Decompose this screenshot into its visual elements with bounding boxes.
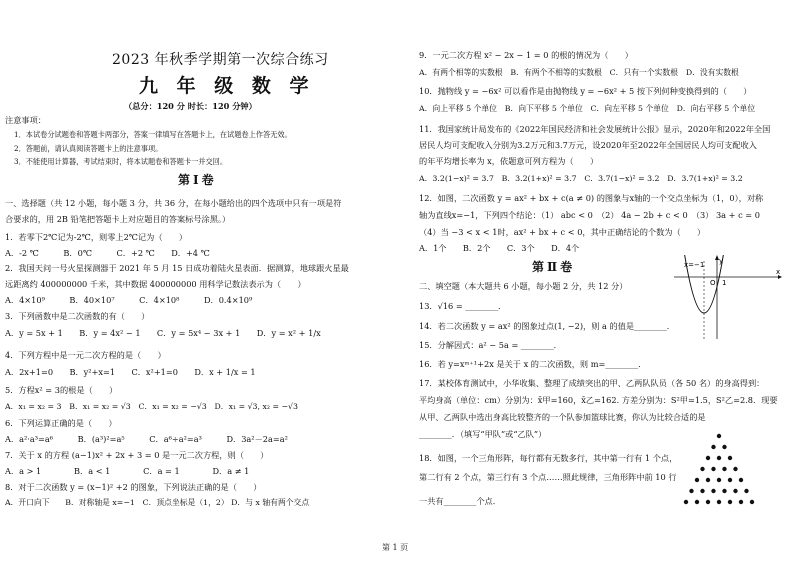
dot [689,489,693,493]
question-6: 6．下列运算正确的是（ ） [5,418,117,428]
question-11: 11．我国家统计局发布的《2022年国民经济和社会发展统计公报》显示，2020年和2022年全国 [419,124,771,134]
dot [728,478,732,482]
part1-intro: 一、选择题（共 12 小题，每小题 3 分，共 36 分，在每小题给出的四个选项中只有一项是符 [5,198,342,208]
origin-label: O [710,279,716,287]
dot [739,500,743,504]
question-12: 12．如图，二次函数 y = ax² + bx + c(a ≠ 0) 的图象与x轴的一个交点坐标为（1，0），对称 [419,193,764,203]
question-18: 18．如图，一个三角形阵，每行都有无数多行，其中第一行有 1 个点， [419,453,678,463]
question-12-line2: 轴为直线x=−1，下列四个结论：（1） abc < 0 （2） 4a − 2b + c < 0 （3） 3a + c = 0 [419,210,760,220]
question-3: 3．下列函数中是二次函数的有（ ） [5,311,150,321]
part1-title: 第Ⅰ卷 [178,173,217,187]
options-6: A．a²·a³=a⁶ B．(a³)²=a⁵ C．a⁶÷a²=a³ D．3a²－2a=a² [5,434,288,444]
question-16: 16．若 y=xᵐ⁺¹+2x 是关于 x 的二次函数，则 m=________． [419,359,647,369]
parabola-figure [672,255,782,340]
dot [706,478,710,482]
dot [728,500,732,504]
question-11-line3: 的年平均增长率为 x，依题意可列方程为（ ） [419,156,599,166]
dot [733,489,737,493]
question-13: 13．√16 = ________． [419,301,507,311]
question-17: 17．某校体育测试中，小华收集、整理了成绩突出的甲、乙两队队员（各 50 名）的身高得到： [419,378,765,388]
dot [695,478,699,482]
dot [717,434,721,438]
dot [706,500,710,504]
question-15: 15．分解因式：a² − 5a = ________． [419,340,562,350]
tick-label-1: 1 [722,279,727,287]
note-item: 2．答题前，请认真阅读答题卡上的注意事项。 [14,144,163,153]
question-5: 5．方程x² = 3的根是（ ） [5,385,118,395]
dot [739,478,743,482]
dot [750,500,754,504]
question-4: 4．下列方程中是一元二次方程的是（ ） [5,350,166,360]
options-5: A．x₁ = x₂ = 3 B．x₁ = x₂ = √3 C．x₁ = x₂ = −√3 D．x₁ = √3, x₂ = −√3 [5,402,298,411]
options-11: A．3.2(1−x)² = 3.7 B．3.2(1+x)² = 3.7 C．3.7(1−x)² = 3.2 D．3.7(1+x)² = 3.2 [419,174,743,183]
dot [744,489,748,493]
question-1: 1．若零下2℃记为-2℃，则零上2℃记为（ ） [5,232,188,242]
options-12: A．1个 B．2个 C．3个 D．4个 [419,243,580,253]
score-time: （总分：120 分 时长：120 分钟） [124,101,257,111]
exam-title: 2023 年秋季学期第一次综合练习 [112,52,329,68]
question-17-line3: 从甲、乙两队中选出身高比较整齐的一个队参加篮球比赛，你认为比较合适的是 [419,412,706,422]
options-9: A．有两个相等的实数根 B．有两个不相等的实数根 C．只有一个实数根 D．没有实数根 [419,68,739,77]
y-label: y [719,257,724,265]
triangle-dot-array [672,430,767,520]
question-18-line2: 第二行有 2 个点，第三行有 3 个点……照此规律，三角形阵中前 10 行 [419,472,677,482]
dot [695,500,699,504]
dot [684,500,688,504]
question-18-line3: 一共有________个点． [419,496,501,506]
dot [717,500,721,504]
x-label: x [776,268,781,276]
dot [717,456,721,460]
options-3: A．y = 5x + 1 B．y = 4x² − 1 C．y = 5x⁴ − 3x + 1 D．y = x² + 1/x [5,328,321,338]
options-10: A．向上平移 5 个单位 B．向下平移 5 个单位 C．向左平移 5 个单位 D．向右平移 5 个单位 [419,104,756,113]
question-8: 8．对于二次函数 y = (x−1)² +2 的图象，下列说法正确的是（ ） [5,482,262,492]
dot [733,467,737,471]
dot [722,467,726,471]
part2-title: 第Ⅱ卷 [532,260,576,274]
options-2: A．4×10⁹ B．40×10⁷ C．4×10⁸ D．0.4×10⁹ [5,295,253,305]
dot [717,478,721,482]
part1-intro: 合要求的，用 2B 铅笔把答题卡上对应题目的答案标号涂黑。） [5,214,231,224]
dot [700,467,704,471]
options-8: A．开口向下 B．对称轴是 x=−1 C．顶点坐标是（1，2） D．与 x 轴有两个交点 [5,498,310,507]
dot [706,456,710,460]
question-2: 2．我国天问一号火星探测器于 2021 年 5 月 15 日成功着陆火星表面．据测算，地球跟火星最 [5,263,349,273]
question-2-line2: 远距离约 400000000 千米，其中数据 400000000 用科学记数法表示为（ ） [5,279,306,289]
options-1: A．-2 ℃ B．0℃ C．+2 ℃ D．+4 ℃ [5,248,210,258]
question-11-line2: 居民人均可支配收入分别为3.2万元和3.7万元，设2020年至2022年全国居民人均可支配收入 [419,140,757,150]
dot [711,445,715,449]
question-12-line3: （4）当 −3 < x < 1时，ax² + bx + c < 0，其中正确结论的个数为（ ） [419,227,706,237]
dot [711,489,715,493]
options-4: A．2x+1=0 B．y²+x=1 C．x²+1=0 D．x + 1/x = 1 [5,367,256,377]
page-number: 第 1 页 [382,543,409,552]
note-item: 3．不能使用计算器，考试结束时，将本试题卷和答题卡一并交回。 [14,157,228,166]
question-17-line4: ________．（填写“甲队”或“乙队”） [419,429,547,439]
dot [722,489,726,493]
dot [728,456,732,460]
dot [700,489,704,493]
dot [722,445,726,449]
notes-heading: 注意事项： [5,115,46,125]
question-7: 7．关于 x 的方程 (a−1)x² + 2x + 3 = 0 是一元二次方程，则（ ） [5,450,269,460]
question-14: 14．若二次函数 y = ax² 的图象过点(1, −2)，则 a 的值是________． [419,321,675,331]
question-9: 9．一元二次方程 x² − 2x − 1 = 0 的根的情况为（ ） [419,50,633,60]
symmetry-label: x=−1 [684,261,705,269]
subject-title: 九 年 级 数 学 [139,75,315,97]
note-item: 1．本试卷分试题卷和答题卡两部分，答案一律填写在答题卡上，在试题卷上作答无效。 [14,130,292,139]
part2-intro: 二、填空题（本大题共 6 小题，每小题 2 分，共 12 分） [419,281,628,291]
dot [711,467,715,471]
options-7: A．a > 1 B．a < 1 C．a = 1 D．a ≠ 1 [5,466,250,476]
question-17-line2: 平均身高（单位：cm）分别为：x̄甲=160，x̄乙=162. 方差分别为：S²甲=1.5，S²乙=2.8．现要 [419,395,778,405]
question-10: 10．抛物线 y = −6x² 可以看作是由抛物线 y = −6x² + 5 按下列何种变换得到的（ ） [419,86,752,96]
